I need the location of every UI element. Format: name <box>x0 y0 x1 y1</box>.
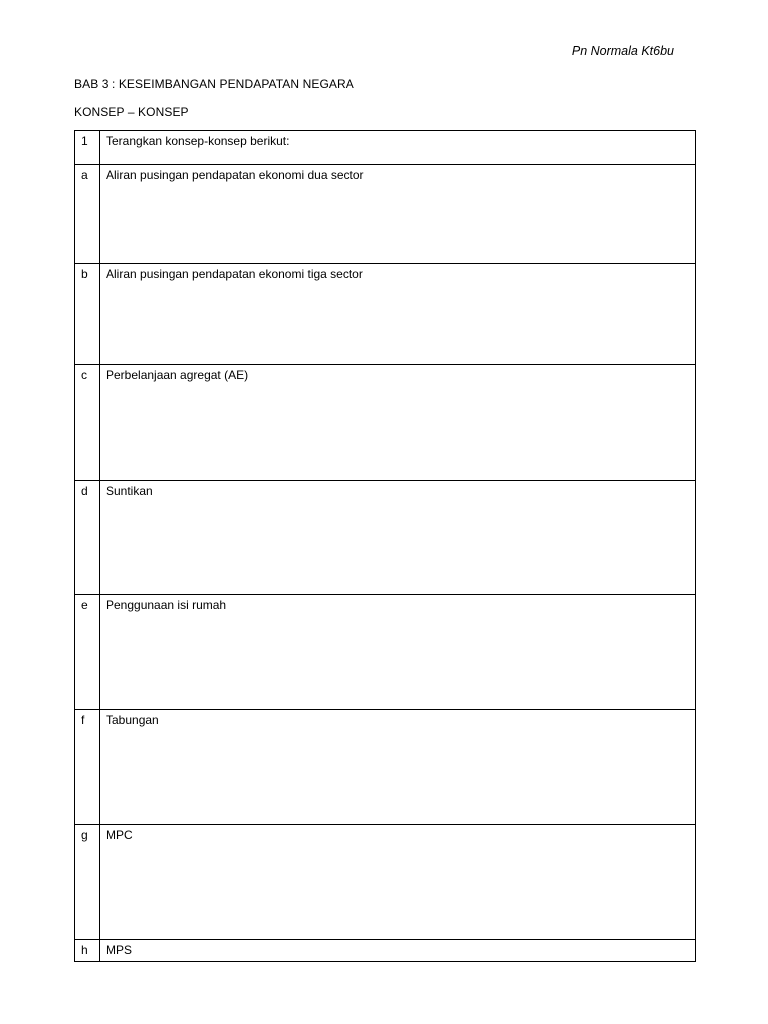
question-table <box>74 130 696 962</box>
row-text: Aliran pusingan pendapatan ekonomi tiga sector <box>100 264 696 365</box>
row-number: g <box>75 825 100 940</box>
table-row <box>75 825 696 940</box>
row-text: Tabungan <box>100 710 696 825</box>
row-text: Perbelanjaan agregat (AE) <box>100 365 696 481</box>
row-number: c <box>75 365 100 481</box>
row-number: h <box>75 940 100 962</box>
table-row <box>75 131 696 165</box>
row-number: a <box>75 165 100 264</box>
table-row <box>75 165 696 264</box>
row-number: b <box>75 264 100 365</box>
row-number: 1 <box>75 131 100 165</box>
table-row <box>75 481 696 595</box>
row-text: Penggunaan isi rumah <box>100 595 696 710</box>
section-title: KONSEP – KONSEP <box>74 105 189 119</box>
row-text: Aliran pusingan pendapatan ekonomi dua sector <box>100 165 696 264</box>
table-row <box>75 365 696 481</box>
row-number: d <box>75 481 100 595</box>
row-text: MPS <box>100 940 696 962</box>
table-row <box>75 710 696 825</box>
table-row <box>75 595 696 710</box>
table-row <box>75 264 696 365</box>
row-text: Suntikan <box>100 481 696 595</box>
row-text: Terangkan konsep-konsep berikut: <box>100 131 696 165</box>
row-number: e <box>75 595 100 710</box>
table-row <box>75 940 696 962</box>
header-author: Pn Normala Kt6bu <box>571 44 674 58</box>
row-text: MPC <box>100 825 696 940</box>
row-number: f <box>75 710 100 825</box>
chapter-title: BAB 3 : KESEIMBANGAN PENDAPATAN NEGARA <box>74 77 354 91</box>
